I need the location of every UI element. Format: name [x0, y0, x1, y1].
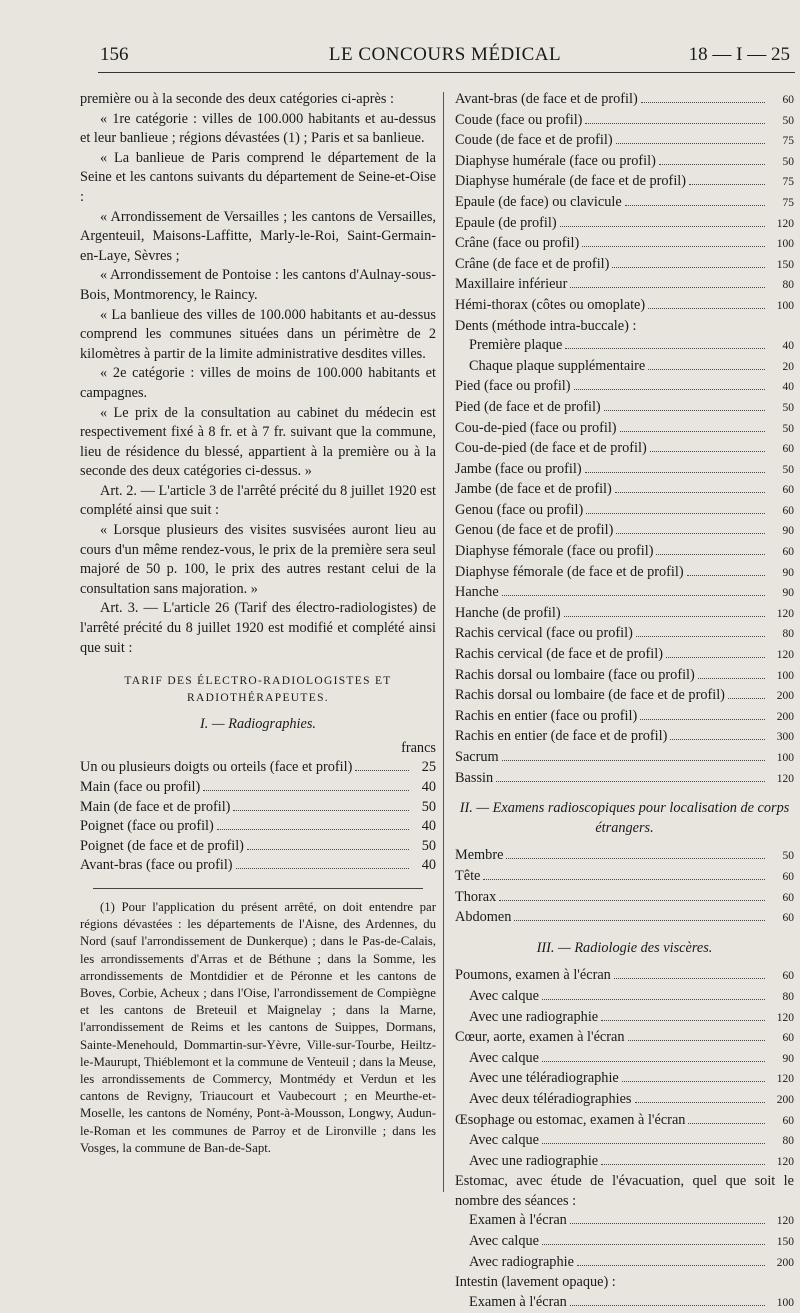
- item-label: Un ou plusieurs doigts ou orteils (face et profil): [80, 759, 353, 776]
- leader-dots: [615, 492, 765, 493]
- paragraph: Art. 3. — L'article 26 (Tarif des électro-radiologistes) de l'arrêté précité du 8 juillet 1920 est modifié et complété ainsi que suit :: [80, 600, 436, 656]
- item-label: Poignet (face ou profil): [80, 818, 214, 835]
- price-list: [455, 1211, 794, 1273]
- price-list: [455, 1049, 794, 1111]
- price-row: [80, 817, 436, 837]
- item-price: 60: [782, 891, 794, 904]
- price-row: [455, 542, 794, 563]
- price-row: [455, 686, 794, 707]
- item-label: Poumons, examen à l'écran: [455, 967, 611, 984]
- price-list: [455, 846, 794, 928]
- price-row: [455, 152, 794, 173]
- item-price: 40: [421, 818, 436, 835]
- leader-dots: [499, 900, 765, 901]
- item-price: 60: [782, 546, 794, 559]
- price-row: [455, 748, 794, 769]
- leader-dots: [616, 143, 765, 144]
- leader-dots: [542, 1143, 765, 1144]
- item-label: Examen à l'écran: [469, 1212, 567, 1229]
- item-price: 120: [776, 1155, 794, 1168]
- leader-dots: [582, 246, 765, 247]
- price-list: [455, 987, 794, 1028]
- price-list: [455, 336, 794, 377]
- price-row: [455, 377, 794, 398]
- price-row: [469, 1232, 794, 1253]
- price-row: [469, 357, 794, 378]
- item-price: 60: [782, 484, 794, 497]
- item-label: Œsophage ou estomac, examen à l'écran: [455, 1111, 686, 1128]
- item-label: Examen à l'écran: [469, 1293, 567, 1310]
- price-row: [455, 604, 794, 625]
- item-price: 80: [782, 990, 794, 1003]
- item-price: 50: [782, 401, 794, 414]
- leader-dots: [247, 849, 409, 850]
- item-label: Crâne (de face et de profil): [455, 255, 610, 272]
- price-row: [469, 1293, 794, 1313]
- price-row: [455, 846, 794, 867]
- paragraph: « Le prix de la consultation au cabinet du médecin est respectivement fixé à 8 fr. et à 7 fr. suivant que la commune, lieu de résidence du blessé, appartient à la première ou à la seconde des deux catégories ci-dessus. »: [80, 404, 436, 480]
- price-row: [455, 234, 794, 255]
- item-price: 100: [776, 669, 794, 682]
- price-row: [455, 1028, 794, 1049]
- item-label: Coude (de face et de profil): [455, 132, 613, 149]
- price-list: [455, 1111, 794, 1132]
- leader-dots: [614, 978, 765, 979]
- item-label: Epaule (de profil): [455, 214, 557, 231]
- item-label: Avec deux téléradiographies: [469, 1090, 632, 1107]
- footnote: (1) Pour l'application du présent arrêté, on doit entendre par régions dévastées : les départements de l'Aisne, des Ardennes, du Nord (sauf l'arrondissement de Dunkerque) ; dans le Pas-de-Calais, les arrondissements d'Arras et de Béthune ; dans la Somme, les arrondissements de Montdidier et de Péronne et les cantons de Boves, Corbie, Acheux ; dans l'Oise, l'arrondissement de Compiègne et les cantons de Breteuil et Maignelay ; dans la Marne, l'arrondissement de Reims et les cantons de Suippes, Dormans, Sainte-Menehould, Dommartin-sur-Yèvre, Ville-sur-Tourbe, Heiltz-le-Maurupt, Thiéblemont et la commune de Venteuil ; dans la Meuse, les arrondissements de Commercy, Montmédy et Verdun et les cantons de Revigny, Triaucourt et Vaubecourt ; en Meurthe-et-Moselle, les cantons de Nomény, Pont-à-Mousson, Longwy, Audun-le-Roman et les communes de Parroy et de Lironville ; dans les Vosges, la commune de Ban-de-Sapt.: [80, 899, 436, 1155]
- price-row: [455, 255, 794, 276]
- price-row: [455, 966, 794, 987]
- leader-dots: [670, 739, 765, 740]
- journal-title: LE CONCOURS MÉDICAL: [328, 44, 562, 65]
- price-row: [455, 275, 794, 296]
- leader-dots: [659, 164, 765, 165]
- item-price: 120: [776, 217, 794, 230]
- price-row: [455, 908, 794, 929]
- item-label: Diaphyse humérale (face ou profil): [455, 152, 656, 169]
- leader-dots: [502, 595, 765, 596]
- dents-label: Dents (méthode intra-buccale) :: [455, 317, 637, 334]
- item-price: 80: [782, 1135, 794, 1148]
- leader-dots: [217, 829, 409, 830]
- leader-dots: [203, 790, 409, 791]
- item-price: 90: [782, 1052, 794, 1065]
- footnote-rule: [93, 888, 423, 889]
- price-row: [455, 867, 794, 888]
- item-label: Main (face ou profil): [80, 779, 201, 795]
- leader-dots: [625, 205, 765, 206]
- item-price: 60: [782, 94, 794, 106]
- price-row: [455, 769, 794, 790]
- header-rule: [98, 72, 795, 73]
- left-column: [80, 90, 436, 1157]
- price-row: [455, 727, 794, 748]
- leader-dots: [514, 920, 765, 921]
- item-label: Epaule (de face) ou clavicule: [455, 193, 622, 210]
- item-label: Thorax: [455, 888, 497, 905]
- leader-dots: [506, 858, 765, 859]
- leader-dots: [586, 513, 765, 514]
- item-label: Chaque plaque supplémentaire: [469, 357, 646, 374]
- price-row: [469, 336, 794, 357]
- price-list: [455, 1131, 794, 1172]
- item-label: Avec une radiographie: [469, 1152, 599, 1169]
- item-price: 150: [776, 258, 794, 271]
- price-row: [455, 90, 794, 111]
- item-price: 100: [776, 238, 794, 251]
- price-list: [455, 1028, 794, 1049]
- item-label: Diaphyse fémorale (de face et de profil): [455, 563, 684, 580]
- price-row: [455, 480, 794, 501]
- item-label: Bassin: [455, 769, 494, 786]
- price-row: [469, 1253, 794, 1274]
- page-number: 156: [100, 44, 129, 65]
- price-row: [455, 645, 794, 666]
- leader-dots: [666, 657, 765, 658]
- item-label: Pied (de face et de profil): [455, 398, 601, 415]
- price-row: [80, 798, 436, 818]
- leader-dots: [641, 102, 765, 103]
- price-row: [80, 778, 436, 798]
- paragraph: « Arrondissement de Pontoise : les cantons d'Aulnay-sous-Bois, Montmorency, le Raincy.: [80, 267, 436, 303]
- price-list: [455, 966, 794, 987]
- item-label: Diaphyse humérale (de face et de profil): [455, 173, 687, 190]
- section-title: I. — Radiographies.: [200, 716, 316, 733]
- price-row: [469, 1152, 794, 1173]
- paragraph: « 2e catégorie : villes de moins de 100.000 habitants et campagnes.: [80, 365, 436, 401]
- item-price: 50: [782, 850, 794, 863]
- paragraph: première ou à la seconde des deux catégories ci-après :: [80, 91, 394, 107]
- price-row: [80, 856, 436, 876]
- leader-dots: [577, 1265, 765, 1266]
- price-list: [80, 758, 436, 876]
- leader-dots: [628, 1040, 765, 1041]
- item-label: Pied (face ou profil): [455, 378, 571, 395]
- tarif-heading: TARIF DES ÉLECTRO-RADIOLOGISTES ET RADIOTHÉRAPEUTES.: [124, 675, 392, 705]
- price-row: [469, 1049, 794, 1070]
- item-price: 90: [782, 525, 794, 538]
- item-price: 60: [782, 1032, 794, 1045]
- item-label: Hanche: [455, 584, 499, 601]
- leader-dots: [656, 554, 765, 555]
- item-label: Crâne (face ou profil): [455, 235, 580, 252]
- leader-dots: [612, 267, 765, 268]
- item-price: 50: [421, 798, 436, 815]
- item-label: Poignet (de face et de profil): [80, 837, 244, 854]
- paragraph: « Lorsque plusieurs des visites susvisées auront lieu au cours d'un même rendez-vous, le prix de la première sera seul majoré de 50 p. 100, le prix des autres restant celui de la consultation sans majoration. »: [80, 522, 436, 597]
- item-price: 40: [421, 779, 436, 795]
- leader-dots: [648, 369, 765, 370]
- price-row: [455, 193, 794, 214]
- item-price: 80: [782, 628, 794, 641]
- item-label: Cou-de-pied (de face et de profil): [455, 440, 647, 457]
- item-price: 100: [776, 752, 794, 764]
- item-price: 50: [782, 155, 794, 168]
- leader-dots: [640, 719, 765, 720]
- item-label: Cou-de-pied (face ou profil): [455, 419, 617, 436]
- item-label: Avant-bras (de face et de profil): [455, 91, 638, 107]
- item-label: Maxillaire inférieur: [455, 276, 568, 293]
- item-price: 90: [782, 566, 794, 579]
- item-label: Jambe (de face et de profil): [455, 481, 612, 498]
- item-label: Avec radiographie: [469, 1253, 574, 1270]
- item-label: Hémi-thorax (côtes ou omoplate): [455, 296, 646, 313]
- leader-dots: [688, 1123, 765, 1124]
- price-row: [455, 419, 794, 440]
- item-label: Tête: [455, 867, 481, 884]
- price-row: [455, 521, 794, 542]
- item-price: 40: [421, 857, 436, 874]
- leader-dots: [496, 781, 765, 782]
- item-label: Rachis en entier (face ou profil): [455, 707, 638, 724]
- price-row: [455, 888, 794, 909]
- price-row: [469, 1069, 794, 1090]
- leader-dots: [616, 533, 765, 534]
- leader-dots: [620, 431, 765, 432]
- item-price: 20: [782, 360, 794, 373]
- leader-dots: [585, 472, 765, 473]
- item-label: Coude (face ou profil): [455, 111, 583, 128]
- leader-dots: [542, 999, 765, 1000]
- price-row: [455, 131, 794, 152]
- estomac-text: Estomac, avec étude de l'évacuation, quel que soit le nombre des séances :: [455, 1173, 794, 1209]
- item-label: Cœur, aorte, examen à l'écran: [455, 1029, 625, 1046]
- item-price: 200: [776, 1256, 794, 1269]
- item-price: 90: [782, 587, 794, 600]
- price-row: [469, 1090, 794, 1111]
- leader-dots: [236, 868, 409, 869]
- item-price: 120: [776, 772, 794, 785]
- item-price: 75: [782, 196, 794, 209]
- leader-dots: [542, 1244, 765, 1245]
- price-row: [455, 111, 794, 132]
- leader-dots: [604, 410, 765, 411]
- price-row: [455, 460, 794, 481]
- leader-dots: [648, 308, 765, 309]
- leader-dots: [636, 636, 765, 637]
- item-price: 200: [776, 1093, 794, 1106]
- item-price: 60: [782, 443, 794, 456]
- item-label: Diaphyse fémorale (face ou profil): [455, 543, 654, 560]
- leader-dots: [560, 226, 765, 227]
- paragraph: « La banlieue de Paris comprend le département de la Seine et les cantons suivants du département de Seine-et-Oise :: [80, 149, 436, 205]
- leader-dots: [574, 389, 765, 390]
- item-price: 60: [782, 870, 794, 883]
- item-price: 120: [776, 1073, 794, 1086]
- price-row: [455, 563, 794, 584]
- item-price: 40: [782, 340, 794, 353]
- item-label: Rachis en entier (de face et de profil): [455, 728, 668, 745]
- item-label: Avec calque: [469, 1132, 539, 1149]
- item-label: Rachis cervical (face ou profil): [455, 625, 633, 642]
- paragraph: Art. 2. — L'article 3 de l'arrêté précité du 8 juillet 1920 est complété ainsi que suit :: [80, 482, 436, 519]
- item-price: 100: [776, 1296, 794, 1309]
- item-price: 60: [782, 1114, 794, 1127]
- item-price: 50: [782, 114, 794, 127]
- price-list: [455, 1293, 794, 1313]
- item-price: 120: [776, 649, 794, 662]
- section-title: III. — Radiologie des viscères.: [536, 939, 713, 956]
- price-row: [455, 439, 794, 460]
- paragraph: « Arrondissement de Versailles ; les cantons de Versailles, Argenteuil, Maisons-Laffitte, Marly-le-Roi, Saint-Germain-en-Laye, Sèvres ;: [80, 208, 436, 264]
- leader-dots: [542, 1061, 765, 1062]
- price-row: [455, 707, 794, 728]
- price-row: [455, 214, 794, 235]
- leader-dots: [355, 770, 409, 771]
- item-price: 75: [782, 176, 794, 189]
- price-row: [455, 398, 794, 419]
- item-price: 50: [421, 837, 436, 854]
- leader-dots: [564, 616, 765, 617]
- item-label: Genou (face ou profil): [455, 501, 584, 518]
- item-label: Avec une téléradiographie: [469, 1070, 619, 1087]
- item-price: 60: [782, 912, 794, 925]
- paragraph: « La banlieue des villes de 100.000 habitants et au-dessus comprend les communes situées dans un périmètre de 2 kilomètres à partir de la limite administrative desdites villes.: [80, 306, 436, 362]
- price-row: [455, 666, 794, 687]
- leader-dots: [565, 348, 765, 349]
- item-price: 25: [421, 759, 436, 776]
- item-price: 60: [782, 504, 794, 517]
- price-row: [80, 758, 436, 778]
- leader-dots: [622, 1081, 765, 1082]
- item-label: Avec une radiographie: [469, 1008, 599, 1025]
- item-price: 120: [776, 1011, 794, 1024]
- price-row: [455, 1111, 794, 1132]
- price-list: [455, 90, 794, 317]
- item-label: Sacrum: [455, 749, 499, 765]
- item-label: Jambe (face ou profil): [455, 460, 582, 477]
- item-label: Main (de face et de profil): [80, 798, 231, 815]
- item-price: 200: [776, 690, 794, 703]
- unit-label: francs: [401, 739, 436, 756]
- leader-dots: [689, 184, 765, 185]
- item-label: Rachis dorsal ou lombaire (face ou profil): [455, 666, 695, 683]
- intestin-text: Intestin (lavement opaque) :: [455, 1274, 616, 1291]
- price-row: [469, 987, 794, 1008]
- item-label: Avec calque: [469, 987, 539, 1004]
- item-price: 50: [782, 463, 794, 476]
- item-price: 80: [782, 279, 794, 292]
- price-row: [455, 583, 794, 604]
- leader-dots: [601, 1164, 765, 1165]
- price-row: [469, 1131, 794, 1152]
- leader-dots: [728, 698, 765, 699]
- item-label: Hanche (de profil): [455, 604, 561, 621]
- leader-dots: [483, 879, 765, 880]
- item-label: Avec calque: [469, 1233, 539, 1250]
- item-label: Rachis dorsal ou lombaire (de face et de profil): [455, 687, 725, 704]
- item-price: 40: [782, 381, 794, 394]
- item-price: 200: [776, 710, 794, 723]
- page-header: [100, 44, 790, 70]
- item-label: Abdomen: [455, 909, 512, 926]
- item-label: Avec calque: [469, 1049, 539, 1066]
- leader-dots: [585, 123, 765, 124]
- leader-dots: [570, 1223, 765, 1224]
- item-label: Première plaque: [469, 337, 563, 354]
- item-price: 120: [776, 607, 794, 620]
- leader-dots: [650, 451, 765, 452]
- price-row: [80, 837, 436, 857]
- leader-dots: [570, 1305, 765, 1306]
- item-price: 120: [776, 1215, 794, 1228]
- item-price: 300: [776, 731, 794, 744]
- item-price: 100: [776, 299, 794, 312]
- item-price: 60: [782, 970, 794, 983]
- paragraph: « 1re catégorie : villes de 100.000 habitants et au-dessus et leur banlieue ; régions dévastées (1) ; Paris et sa banlieue.: [80, 110, 436, 147]
- price-row: [455, 624, 794, 645]
- price-list: [455, 377, 794, 789]
- price-row: [469, 1008, 794, 1029]
- leader-dots: [635, 1102, 766, 1103]
- leader-dots: [570, 287, 765, 288]
- right-column: [455, 90, 794, 1313]
- item-price: 75: [782, 135, 794, 148]
- item-label: Genou (de face et de profil): [455, 522, 614, 539]
- issue-date: 18 — I — 25: [688, 44, 790, 65]
- leader-dots: [502, 760, 765, 761]
- price-row: [455, 501, 794, 522]
- item-label: Rachis cervical (de face et de profil): [455, 646, 663, 663]
- price-row: [455, 296, 794, 317]
- item-label: Membre: [455, 847, 504, 864]
- item-price: 150: [776, 1236, 794, 1249]
- item-price: 50: [782, 422, 794, 435]
- price-row: [469, 1211, 794, 1232]
- leader-dots: [233, 810, 409, 811]
- leader-dots: [687, 575, 765, 576]
- column-divider: [443, 92, 444, 1192]
- section-title: II. — Examens radioscopiques pour localisation de corps étrangers.: [459, 800, 790, 836]
- price-row: [455, 172, 794, 193]
- item-label: Avant-bras (face ou profil): [80, 857, 233, 874]
- leader-dots: [698, 678, 765, 679]
- leader-dots: [601, 1020, 765, 1021]
